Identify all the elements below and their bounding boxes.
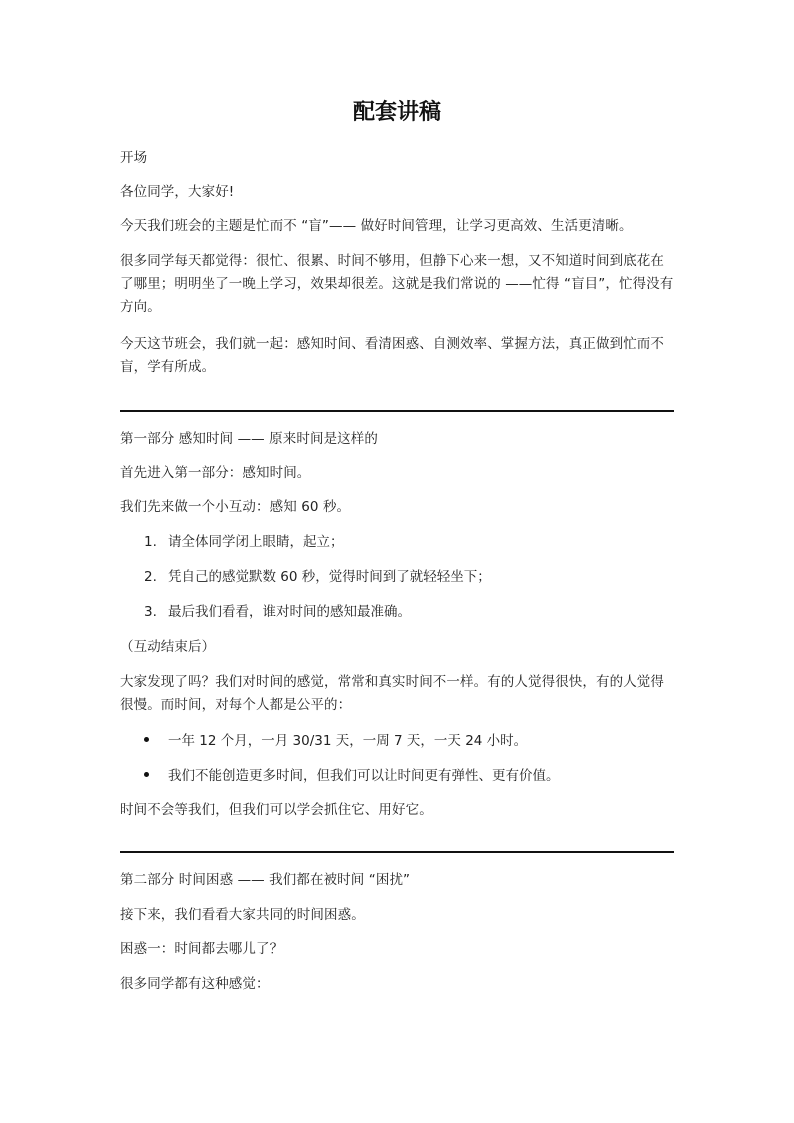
list-item-text: 一年 12 个月，一月 30/31 天，一周 7 天，一天 24 小时。 [168,733,528,749]
intro-paragraph-1: 今天我们班会的主题是忙而不 “盲”—— 做好时间管理，让学习更高效、生活更清晰。 [120,218,633,234]
bullet-list-item [144,765,674,788]
part2-paragraph-2: 困惑一：时间都去哪儿了？ [120,941,284,957]
bullet-icon [144,737,149,742]
numbered-list-item [144,531,674,554]
bullet-list-item [144,730,674,753]
section-divider [120,410,674,412]
list-number: 3. [144,604,157,620]
list-item-text: 最后我们看看，谁对时间的感知最准确。 [168,604,411,620]
part2-paragraph-3: 很多同学都有这种感觉： [120,976,270,992]
list-item-text: 我们不能创造更多时间，但我们可以让时间更有弹性、更有价值。 [168,768,560,784]
part1-aside: （互动结束后） [120,639,216,655]
section-divider [120,851,674,853]
list-number: 2. [144,569,157,585]
numbered-list-item [144,566,674,589]
part1-heading: 第一部分 感知时间 —— 原来时间是这样的 [120,431,378,447]
intro-greeting: 各位同学，大家好! [120,184,235,200]
document-title: 配套讲稿 [352,100,441,125]
intro-paragraph-2: 很多同学每天都觉得：很忙、很累、时间不够用，但静下心来一想，又不知道时间到底花在了哪里；明明坐了一晚上学习，效果却很差。这就是我们常说的 ——忙得 “盲目”，忙得没有方向。 [120,253,674,315]
list-item-text: 凭自己的感觉默数 60 秒，觉得时间到了就轻轻坐下； [168,569,491,585]
intro-paragraph-3: 今天这节班会，我们就一起：感知时间、看清困惑、自测效率、掌握方法，真正做到忙而不盲，学有所成。 [120,336,664,375]
intro-heading: 开场 [120,150,148,166]
numbered-list-item [144,601,674,624]
bullet-icon [144,772,149,777]
part2-paragraph-1: 接下来，我们看看大家共同的时间困惑。 [120,907,365,923]
part1-paragraph-2: 我们先来做一个小互动：感知 60 秒。 [120,499,351,515]
list-number: 1. [144,534,157,550]
part2-heading: 第二部分 时间困惑 —— 我们都在被时间 “困扰” [120,872,411,888]
list-item-text: 请全体同学闭上眼睛，起立； [168,534,344,550]
part1-paragraph-3: 大家发现了吗？我们对时间的感觉，常常和真实时间不一样。有的人觉得很快，有的人觉得很慢。而时间，对每个人都是公平的： [120,674,664,713]
part1-closing: 时间不会等我们，但我们可以学会抓住它、用好它。 [120,802,433,818]
part1-paragraph-1: 首先进入第一部分：感知时间。 [120,465,311,481]
